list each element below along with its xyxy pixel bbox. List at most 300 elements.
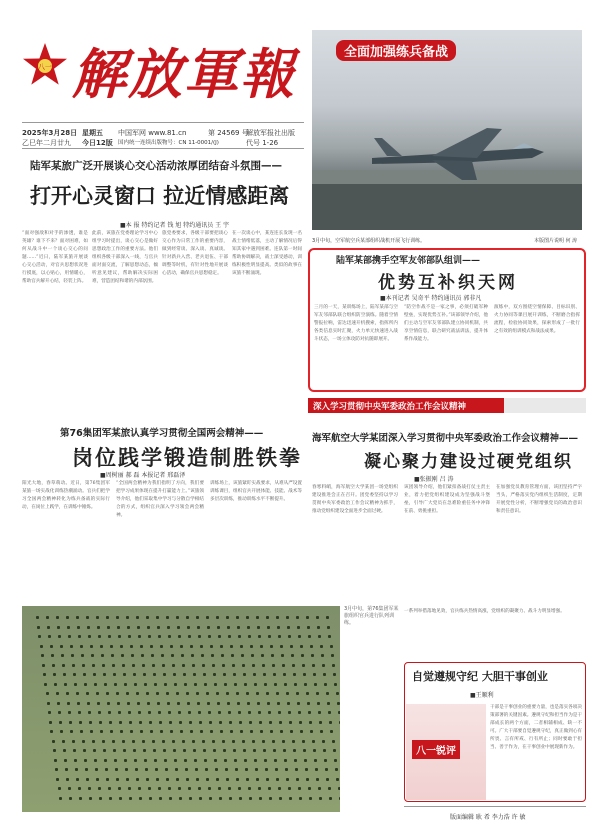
soldier-figure bbox=[123, 673, 126, 676]
soldier-figure bbox=[254, 759, 257, 762]
soldier-figure bbox=[270, 730, 273, 733]
soldier-figure bbox=[120, 730, 123, 733]
soldier-figure bbox=[233, 749, 236, 752]
soldier-figure bbox=[70, 645, 73, 648]
soldier-figure bbox=[209, 797, 212, 800]
soldier-figure bbox=[270, 645, 273, 648]
soldier-figure bbox=[204, 683, 207, 686]
article2-kicker: 陆军某部携手空军友邻部队组训—— bbox=[336, 256, 481, 266]
soldier-figure bbox=[216, 692, 219, 695]
soldier-figure bbox=[244, 683, 247, 686]
soldier-figure bbox=[316, 692, 319, 695]
soldier-figure bbox=[149, 797, 152, 800]
soldier-figure bbox=[209, 721, 212, 724]
soldier-figure bbox=[307, 702, 310, 705]
soldier-figure bbox=[222, 664, 225, 667]
soldier-figure bbox=[160, 645, 163, 648]
soldier-figure bbox=[190, 730, 193, 733]
soldier-figure bbox=[106, 616, 109, 619]
soldier-figure bbox=[313, 749, 316, 752]
parade-formation-photo bbox=[22, 606, 340, 812]
soldier-figure bbox=[134, 759, 137, 762]
article1-headline[interactable]: 打开心灵窗口 拉近情感距离 bbox=[30, 184, 290, 208]
soldier-figure bbox=[56, 778, 59, 781]
article1-byline: ■本 报 特约记者 钱 旭 特约通讯员 王 宇 bbox=[120, 222, 230, 229]
soldier-figure bbox=[186, 692, 189, 695]
soldier-figure bbox=[193, 749, 196, 752]
soldier-figure bbox=[119, 797, 122, 800]
soldier-figure bbox=[60, 645, 63, 648]
soldier-figure bbox=[208, 635, 211, 638]
soldier-figure bbox=[194, 759, 197, 762]
soldier-figure bbox=[140, 730, 143, 733]
soldier-figure bbox=[307, 626, 310, 629]
soldier-figure bbox=[87, 626, 90, 629]
soldier-figure bbox=[326, 692, 329, 695]
soldier-figure bbox=[186, 616, 189, 619]
soldier-figure bbox=[212, 740, 215, 743]
soldier-figure bbox=[304, 683, 307, 686]
soldier-figure bbox=[158, 635, 161, 638]
soldier-figure bbox=[167, 626, 170, 629]
soldier-figure bbox=[230, 730, 233, 733]
soldier-figure bbox=[110, 645, 113, 648]
soldier-figure bbox=[309, 721, 312, 724]
soldier-figure bbox=[58, 711, 61, 714]
soldier-figure bbox=[169, 797, 172, 800]
soldier-figure bbox=[210, 730, 213, 733]
soldier-figure bbox=[292, 664, 295, 667]
soldier-figure bbox=[306, 778, 309, 781]
soldier-figure bbox=[329, 721, 332, 724]
soldier-figure bbox=[167, 702, 170, 705]
soldier-figure bbox=[238, 635, 241, 638]
soldier-figure bbox=[168, 635, 171, 638]
soldier-figure bbox=[279, 721, 282, 724]
soldier-figure bbox=[181, 654, 184, 657]
soldier-figure bbox=[56, 616, 59, 619]
soldier-figure bbox=[141, 654, 144, 657]
soldier-figure bbox=[74, 683, 77, 686]
soldier-figure bbox=[212, 664, 215, 667]
soldier-figure bbox=[283, 673, 286, 676]
soldier-figure bbox=[47, 702, 50, 705]
banner-photo-caption: 3月中旬，空军航空兵某部组织战机开展飞行训练。 bbox=[312, 238, 426, 244]
soldier-figure bbox=[330, 645, 333, 648]
soldier-figure bbox=[78, 635, 81, 638]
soldier-figure bbox=[104, 683, 107, 686]
article3-headline[interactable]: 岗位践学锻造制胜铁拳 bbox=[72, 446, 302, 470]
soldier-figure bbox=[55, 768, 58, 771]
soldier-figure bbox=[142, 664, 145, 667]
article1-column-3: 旅党委要求，各级干部要把谈心交心作为日常工作的重要内容，做到经常谈、深入谈、真诚谈。针对新兵入营、老兵退伍、干部调整等时机，有针对性地开展谈心活动，确保官兵思想稳定。 bbox=[162, 231, 228, 276]
soldier-figure bbox=[89, 797, 92, 800]
soldier-figure bbox=[81, 654, 84, 657]
soldier-figure bbox=[323, 673, 326, 676]
soldier-figure bbox=[148, 635, 151, 638]
soldier-figure bbox=[335, 768, 338, 771]
soldier-figure bbox=[208, 787, 211, 790]
soldier-figure bbox=[168, 711, 171, 714]
soldier-figure bbox=[69, 721, 72, 724]
soldier-figure bbox=[198, 711, 201, 714]
soldier-figure bbox=[274, 759, 277, 762]
soldier-figure bbox=[327, 626, 330, 629]
soldier-figure bbox=[174, 683, 177, 686]
soldier-figure bbox=[188, 787, 191, 790]
soldier-figure bbox=[75, 768, 78, 771]
soldier-figure bbox=[40, 645, 43, 648]
soldier-figure bbox=[268, 711, 271, 714]
soldier-figure bbox=[109, 721, 112, 724]
soldier-figure bbox=[220, 730, 223, 733]
soldier-figure bbox=[311, 654, 314, 657]
soldier-figure bbox=[313, 673, 316, 676]
soldier-figure bbox=[96, 692, 99, 695]
article4-headline[interactable]: 凝心聚力建设过硬党组织 bbox=[364, 452, 573, 472]
soldier-figure bbox=[194, 683, 197, 686]
soldier-figure bbox=[46, 692, 49, 695]
soldier-figure bbox=[51, 654, 54, 657]
soldier-figure bbox=[165, 768, 168, 771]
issue-date: 2025年3月28日 bbox=[22, 129, 78, 137]
article4-column-3: 在加强党员教育管理方面，该团坚持严字当头，严格落实党内组织生活制度，定期开展党性分析，不断增强党员的政治意识和责任意识。 bbox=[496, 485, 582, 514]
soldier-figure bbox=[338, 711, 340, 714]
soldier-figure bbox=[266, 692, 269, 695]
soldier-figure bbox=[137, 702, 140, 705]
soldier-figure bbox=[138, 787, 141, 790]
soldier-figure bbox=[215, 768, 218, 771]
soldier-figure bbox=[203, 673, 206, 676]
soldier-figure bbox=[105, 768, 108, 771]
soldier-figure bbox=[97, 702, 100, 705]
soldier-figure bbox=[242, 740, 245, 743]
soldier-figure bbox=[287, 626, 290, 629]
soldier-figure bbox=[213, 749, 216, 752]
soldier-figure bbox=[133, 749, 136, 752]
soldier-figure bbox=[198, 787, 201, 790]
soldier-figure bbox=[206, 616, 209, 619]
soldier-figure bbox=[300, 730, 303, 733]
soldier-figure bbox=[57, 626, 60, 629]
soldier-figure bbox=[116, 778, 119, 781]
commentary-title[interactable]: 自觉遵规守纪 大胆干事创业 bbox=[412, 670, 548, 683]
soldier-figure bbox=[107, 702, 110, 705]
soldier-figure bbox=[170, 730, 173, 733]
website[interactable]: 中国军网 www.81.cn bbox=[118, 129, 187, 137]
soldier-figure bbox=[322, 740, 325, 743]
soldier-figure bbox=[88, 635, 91, 638]
soldier-figure bbox=[200, 730, 203, 733]
soldier-figure bbox=[124, 683, 127, 686]
issue-weekday: 星期五 bbox=[82, 129, 103, 137]
article1-column-1: “面对强敌和对手的渗透，谁是英雄？谁下不来？面对困难，如何从战斗中一个谈心交心的问题……”近日，陆军某旅开展谈心交心活动，对官兵思想状况进行摸底，以心贴心，用情暖心，帮助官兵解开心结，轻装上阵。 bbox=[22, 231, 88, 284]
soldier-figure bbox=[259, 797, 262, 800]
soldier-figure bbox=[276, 616, 279, 619]
soldier-figure bbox=[281, 654, 284, 657]
soldier-figure bbox=[306, 616, 309, 619]
soldier-figure bbox=[216, 616, 219, 619]
soldier-figure bbox=[249, 797, 252, 800]
soldier-figure bbox=[308, 711, 311, 714]
soldier-figure bbox=[272, 740, 275, 743]
soldier-figure bbox=[99, 797, 102, 800]
soldier-figure bbox=[279, 797, 282, 800]
soldier-figure bbox=[73, 749, 76, 752]
soldier-figure bbox=[160, 730, 163, 733]
soldier-figure bbox=[219, 721, 222, 724]
soldier-figure bbox=[295, 768, 298, 771]
soldier-figure bbox=[258, 635, 261, 638]
banner-title: 全面加强练兵备战 bbox=[336, 40, 456, 61]
soldier-figure bbox=[273, 749, 276, 752]
soldier-figure bbox=[59, 797, 62, 800]
soldier-figure bbox=[258, 711, 261, 714]
soldier-figure bbox=[111, 654, 114, 657]
soldier-figure bbox=[145, 768, 148, 771]
soldier-figure bbox=[108, 711, 111, 714]
soldier-figure bbox=[263, 673, 266, 676]
soldier-figure bbox=[329, 797, 332, 800]
soldier-figure bbox=[147, 626, 150, 629]
soldier-figure bbox=[277, 626, 280, 629]
soldier-figure bbox=[139, 721, 142, 724]
soldier-figure bbox=[95, 768, 98, 771]
soldier-figure bbox=[146, 778, 149, 781]
soldier-figure bbox=[43, 673, 46, 676]
soldier-figure bbox=[110, 730, 113, 733]
soldier-figure bbox=[68, 787, 71, 790]
soldier-figure bbox=[132, 740, 135, 743]
soldier-figure bbox=[300, 645, 303, 648]
commentary-byline: ■王顺利 bbox=[470, 692, 494, 699]
soldier-figure bbox=[37, 626, 40, 629]
soldier-figure bbox=[228, 711, 231, 714]
soldier-figure bbox=[336, 778, 339, 781]
soldier-figure bbox=[319, 721, 322, 724]
soldier-figure bbox=[122, 664, 125, 667]
soldier-figure bbox=[179, 797, 182, 800]
soldier-figure bbox=[172, 664, 175, 667]
soldier-figure bbox=[53, 749, 56, 752]
soldier-figure bbox=[235, 768, 238, 771]
soldier-figure bbox=[70, 730, 73, 733]
soldier-figure bbox=[297, 702, 300, 705]
soldier-figure bbox=[177, 702, 180, 705]
soldier-figure bbox=[48, 711, 51, 714]
soldier-figure bbox=[130, 645, 133, 648]
soldier-figure bbox=[280, 645, 283, 648]
soldier-figure bbox=[323, 749, 326, 752]
soldier-figure bbox=[178, 787, 181, 790]
soldier-figure bbox=[54, 683, 57, 686]
soldier-figure bbox=[272, 664, 275, 667]
soldier-figure bbox=[173, 749, 176, 752]
soldier-figure bbox=[162, 664, 165, 667]
soldier-figure bbox=[261, 654, 264, 657]
soldier-figure bbox=[193, 673, 196, 676]
soldier-figure bbox=[137, 626, 140, 629]
soldier-figure bbox=[339, 797, 340, 800]
soldier-figure bbox=[50, 645, 53, 648]
soldier-figure bbox=[171, 654, 174, 657]
soldier-figure bbox=[328, 787, 331, 790]
soldier-figure bbox=[64, 759, 67, 762]
soldier-figure bbox=[315, 768, 318, 771]
soldier-figure bbox=[229, 797, 232, 800]
soldier-figure bbox=[237, 626, 240, 629]
soldier-figure bbox=[166, 778, 169, 781]
soldier-figure bbox=[142, 740, 145, 743]
soldier-figure bbox=[253, 749, 256, 752]
soldier-figure bbox=[183, 673, 186, 676]
soldier-figure bbox=[290, 645, 293, 648]
soldier-figure bbox=[179, 721, 182, 724]
soldier-figure bbox=[122, 740, 125, 743]
article4-column-4: 一系列举措落地见效，官兵练兵热情高涨，党组织的凝聚力、战斗力明显增强。 bbox=[404, 609, 565, 614]
soldier-figure bbox=[239, 797, 242, 800]
soldier-figure bbox=[152, 740, 155, 743]
soldier-figure bbox=[86, 692, 89, 695]
soldier-figure bbox=[79, 721, 82, 724]
soldier-figure bbox=[236, 616, 239, 619]
soldier-figure bbox=[92, 664, 95, 667]
soldier-figure bbox=[256, 692, 259, 695]
soldier-figure bbox=[210, 645, 213, 648]
soldier-figure bbox=[148, 787, 151, 790]
soldier-figure bbox=[188, 711, 191, 714]
soldier-figure bbox=[129, 721, 132, 724]
soldier-figure bbox=[77, 702, 80, 705]
soldier-figure bbox=[88, 787, 91, 790]
soldier-figure bbox=[297, 626, 300, 629]
soldier-figure bbox=[120, 645, 123, 648]
soldier-figure bbox=[202, 664, 205, 667]
soldier-figure bbox=[314, 683, 317, 686]
soldier-figure bbox=[164, 683, 167, 686]
page-editors: 版面编辑 耿 希 李力浩 许 敏 bbox=[450, 814, 526, 821]
soldier-figure bbox=[108, 635, 111, 638]
issue-number: 第 24569 号 bbox=[208, 129, 249, 137]
soldier-figure bbox=[289, 797, 292, 800]
soldier-figure bbox=[79, 797, 82, 800]
soldier-figure bbox=[130, 730, 133, 733]
soldier-figure bbox=[214, 683, 217, 686]
soldier-figure bbox=[112, 740, 115, 743]
soldier-figure bbox=[249, 721, 252, 724]
soldier-figure bbox=[123, 749, 126, 752]
soldier-figure bbox=[200, 645, 203, 648]
soldier-figure bbox=[73, 673, 76, 676]
soldier-figure bbox=[252, 740, 255, 743]
soldier-figure bbox=[189, 721, 192, 724]
soldier-figure bbox=[213, 673, 216, 676]
soldier-figure bbox=[321, 654, 324, 657]
soldier-figure bbox=[248, 711, 251, 714]
soldier-figure bbox=[320, 645, 323, 648]
soldier-figure bbox=[296, 616, 299, 619]
masthead-star-emblem bbox=[22, 42, 68, 88]
soldier-figure bbox=[104, 759, 107, 762]
soldier-figure bbox=[118, 711, 121, 714]
soldier-figure bbox=[173, 673, 176, 676]
soldier-figure bbox=[282, 664, 285, 667]
article3-column-2: “全国两会精神为我们指明了方向，我们要把学习成果体现在提升打赢能力上。”该旅领导介绍，他们采取集中学习与分散自学相结合的方式，组织官兵深入学习领会两会精神。 bbox=[116, 481, 204, 518]
soldier-figure bbox=[334, 759, 337, 762]
soldier-figure bbox=[188, 635, 191, 638]
soldier-figure bbox=[113, 749, 116, 752]
soldier-figure bbox=[206, 692, 209, 695]
soldier-figure bbox=[260, 730, 263, 733]
soldier-figure bbox=[114, 759, 117, 762]
soldier-figure bbox=[296, 692, 299, 695]
soldier-figure bbox=[264, 759, 267, 762]
soldier-figure bbox=[62, 664, 65, 667]
soldier-figure bbox=[76, 778, 79, 781]
soldier-figure bbox=[301, 654, 304, 657]
soldier-figure bbox=[154, 759, 157, 762]
soldier-figure bbox=[318, 711, 321, 714]
soldier-figure bbox=[116, 692, 119, 695]
soldier-figure bbox=[214, 759, 217, 762]
soldier-figure bbox=[282, 740, 285, 743]
soldier-figure bbox=[102, 664, 105, 667]
soldier-figure bbox=[69, 797, 72, 800]
soldier-figure bbox=[198, 635, 201, 638]
article2-headline[interactable]: 优势互补织天网 bbox=[378, 273, 518, 293]
soldier-figure bbox=[161, 654, 164, 657]
soldier-figure bbox=[290, 730, 293, 733]
soldier-figure bbox=[54, 759, 57, 762]
soldier-figure bbox=[293, 749, 296, 752]
soldier-figure bbox=[46, 616, 49, 619]
soldier-figure bbox=[299, 797, 302, 800]
soldier-figure bbox=[278, 787, 281, 790]
soldier-figure bbox=[189, 797, 192, 800]
star-mark-text: 八一 bbox=[38, 63, 52, 71]
soldier-figure bbox=[263, 749, 266, 752]
soldier-figure bbox=[156, 692, 159, 695]
soldier-figure bbox=[63, 749, 66, 752]
soldier-figure bbox=[136, 616, 139, 619]
soldier-figure bbox=[287, 702, 290, 705]
soldier-figure bbox=[299, 721, 302, 724]
soldier-figure bbox=[129, 797, 132, 800]
soldier-figure bbox=[284, 683, 287, 686]
soldier-figure bbox=[250, 730, 253, 733]
soldier-figure bbox=[269, 797, 272, 800]
soldier-figure bbox=[103, 749, 106, 752]
soldier-figure bbox=[334, 683, 337, 686]
soldier-figure bbox=[316, 616, 319, 619]
section-red-banner: 深入学习贯彻中央军委政治工作会议精神 bbox=[308, 398, 504, 413]
soldier-figure bbox=[298, 635, 301, 638]
soldier-figure bbox=[155, 768, 158, 771]
soldier-figure bbox=[60, 730, 63, 733]
soldier-figure bbox=[100, 730, 103, 733]
soldier-figure bbox=[302, 664, 305, 667]
soldier-figure bbox=[312, 740, 315, 743]
article2-column-3: 演练中，双方围绕空情保障、目标识别、火力协同等课目展开训练，不断磨合指挥流程，检验协同效果，探索形成了一批行之有效的组训模式和战法成果。 bbox=[494, 305, 580, 334]
soldier-figure bbox=[197, 626, 200, 629]
soldier-figure bbox=[186, 778, 189, 781]
article3-column-3: 训练场上，该旅紧盯实战要求，从难从严设置训练课目，组织官兵开展体能、技能、战术等多层次训练，推动训练水平不断提升。 bbox=[210, 481, 302, 502]
article3-kicker: 第76集团军某旅认真学习贯彻全国两会精神—— bbox=[60, 428, 264, 439]
soldier-figure bbox=[217, 626, 220, 629]
soldier-figure bbox=[76, 616, 79, 619]
soldier-figure bbox=[151, 654, 154, 657]
soldier-figure bbox=[280, 730, 283, 733]
